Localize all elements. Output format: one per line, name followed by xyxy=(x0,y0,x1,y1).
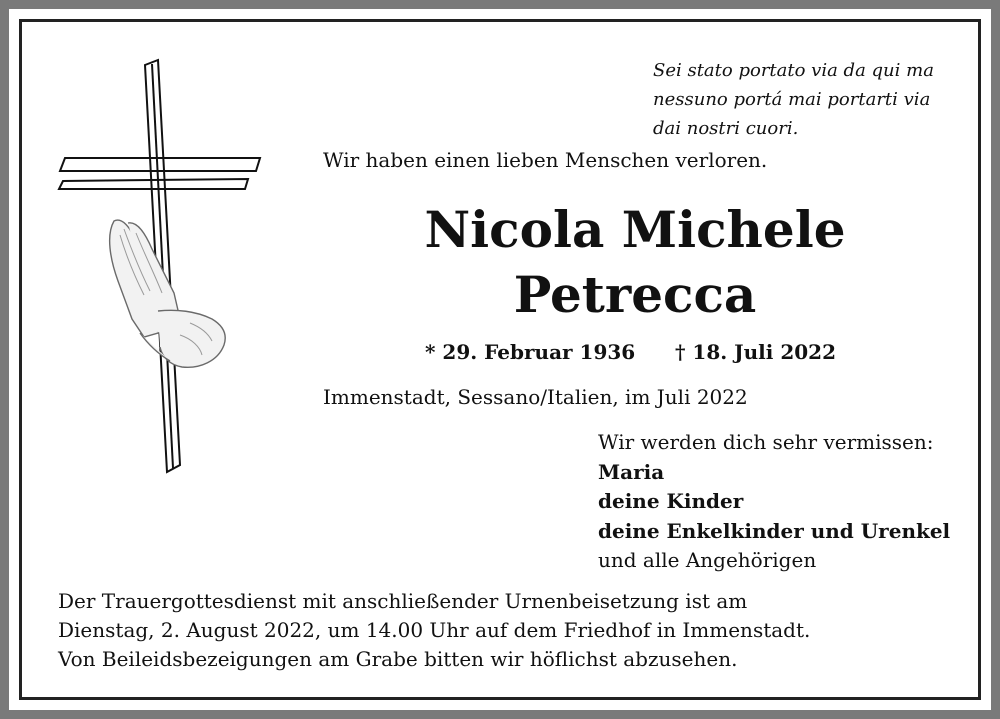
quote-block xyxy=(653,56,953,143)
deceased-surname: Petrecca xyxy=(513,265,757,324)
mourners-intro: Wir werden dich sehr vermissen: xyxy=(598,430,934,454)
quote-line: dai nostri cuori. xyxy=(653,118,799,139)
mourners-closing: und alle Angehörigen xyxy=(598,548,817,572)
intro-text: Wir haben einen lieben Menschen verloren. xyxy=(323,148,768,172)
mourners-block xyxy=(598,428,950,576)
praying-hands-icon xyxy=(100,215,230,375)
birth-date: * 29. Februar 1936 xyxy=(425,340,636,364)
mourner-name: deine Kinder xyxy=(598,489,744,513)
mourner-name: deine Enkelkinder und Urenkel xyxy=(598,518,951,543)
mourner-name: Maria xyxy=(598,459,665,484)
quote-line: nessuno portá mai portarti via xyxy=(653,89,931,110)
death-date: † 18. Juli 2022 xyxy=(675,340,837,364)
place-date: Immenstadt, Sessano/Italien, im Juli 2022 xyxy=(323,385,748,409)
deceased-first-names: Nicola Michele xyxy=(424,200,846,259)
service-notice xyxy=(58,587,810,674)
service-line: Der Trauergottesdienst mit anschließender Urnenbeisetzung ist am xyxy=(58,589,748,613)
service-line: Von Beileidsbezeigungen am Grabe bitten wir höflichst abzusehen. xyxy=(58,647,738,671)
quote-line: Sei stato portato via da qui ma xyxy=(653,60,934,81)
service-line: Dienstag, 2. August 2022, um 14.00 Uhr auf dem Friedhof in Immenstadt. xyxy=(58,618,811,642)
